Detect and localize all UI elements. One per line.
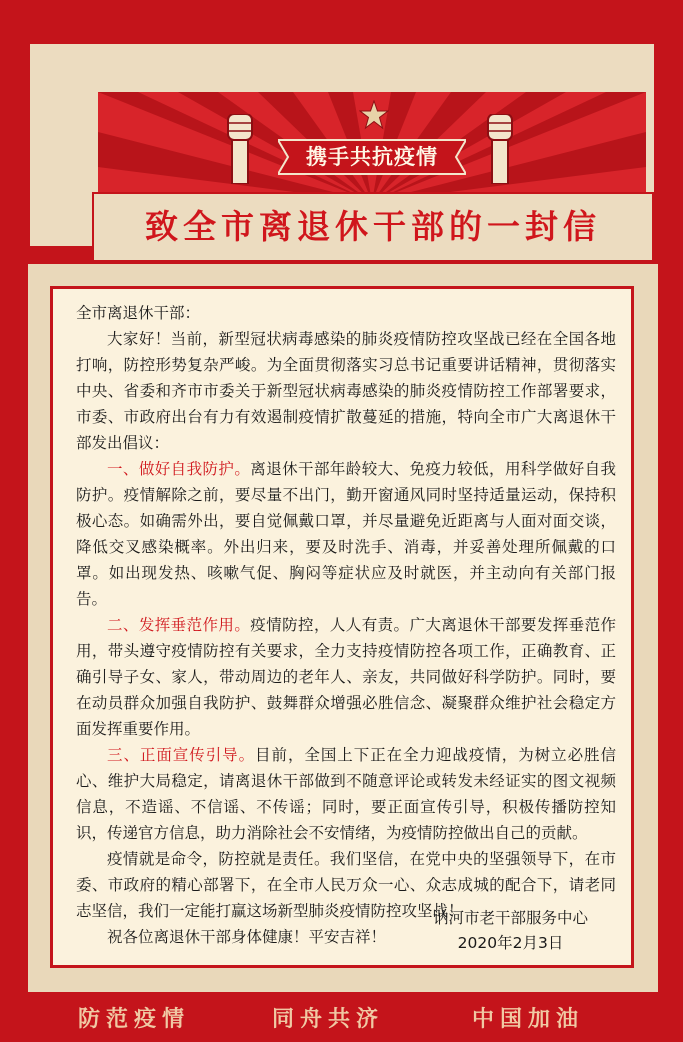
closing-paragraph: 疫情就是命令，防控就是责任。我们坚信，在党中央的坚强领导下，在市委、市政府的精心部署下，在全市人民万众一心、众志成城的配合下，请老同志坚信，我们一定能打赢这场新型肺炎疫情防控攻坚战！ [76, 850, 616, 920]
header-banner [30, 44, 654, 246]
intro-paragraph: 大家好！当前，新型冠状病毒感染的肺炎疫情防控攻坚战已经在全国各地打响，防控形势复杂严峻。为全面贯彻落实习总书记重要讲话精神，贯彻落实中央、省委和齐市市委关于新型冠状病毒感染的肺炎疫情防控工作部署要求，市委、市政府出台有力有效遏制疫情扩散蔓延的措施，特向全市广大离退休干部发出倡议： [76, 330, 616, 452]
slogan-1: 防范疫情 [78, 1007, 191, 1032]
letter-body [76, 300, 616, 950]
item-2-paragraph [76, 612, 616, 742]
item-1-heading: 一、做好自我防护。 [107, 460, 251, 478]
signature-block [433, 906, 588, 956]
star-icon [359, 100, 389, 130]
item-1-body: 离退休干部年龄较大、免疫力较低，用科学做好自我防护。疫情解除之前，要尽量不出门，勤开窗通风同时坚持适量运动，保持积极心态。如确需外出，要自觉佩戴口罩，并尽量避免近距离与人面对面交谈，降低交叉感染概率。外出归来，要及时洗手、消毒，并妥善处理所佩戴的口罩。如出现发热、咳嗽气促、胸闷等症状应及时就医，并主动向有关部门报告。 [76, 460, 616, 608]
item-3-body: 目前，全国上下正在全力迎战疫情，为树立必胜信心、维护大局稳定，请离退休干部做到不随意评论或转发未经证实的图文视频信息，不造谣、不信谣、不传谣；同时，要正面宣传引导，积极传播防控知识，传递官方信息，助力消除社会不安情绪，为疫情防控做出自己的贡献。 [76, 746, 616, 842]
raised-fist-icon [220, 114, 260, 184]
slogan-3: 中国加油 [472, 1007, 585, 1032]
page-title: 致全市离退休干部的一封信 [145, 207, 601, 246]
salutation: 全市离退休干部： [76, 304, 201, 322]
item-1-paragraph [76, 456, 616, 612]
signature: 讷河市老干部服务中心 [432, 909, 588, 927]
title-box [92, 192, 654, 262]
item-2-body: 疫情防控，人人有责。广大离退休干部要发挥垂范作用，带头遵守疫情防控有关要求，全力支持疫情防控各项工作，正确教育、正确引导子女、家人，带动周边的老年人、亲友，共同做好科学防护。同时，要在动员群众加强自我防护、鼓舞群众增强必胜信念、凝聚群众维护社会稳定方面发挥重要作用。 [76, 616, 616, 738]
item-3-heading: 三、正面宣传引导。 [107, 746, 256, 764]
date: 2020年2月3日 [457, 934, 564, 952]
item-3-paragraph [76, 742, 616, 846]
wish-paragraph: 祝各位离退休干部身体健康！平安吉祥！ [107, 928, 387, 946]
footer-slogans [0, 1004, 683, 1036]
item-2-heading: 二、发挥垂范作用。 [107, 616, 251, 634]
ribbon-slogan: 携手共抗疫情 [306, 145, 438, 169]
raised-fist-icon [480, 114, 520, 184]
slogan-2: 同舟共济 [272, 1007, 385, 1032]
